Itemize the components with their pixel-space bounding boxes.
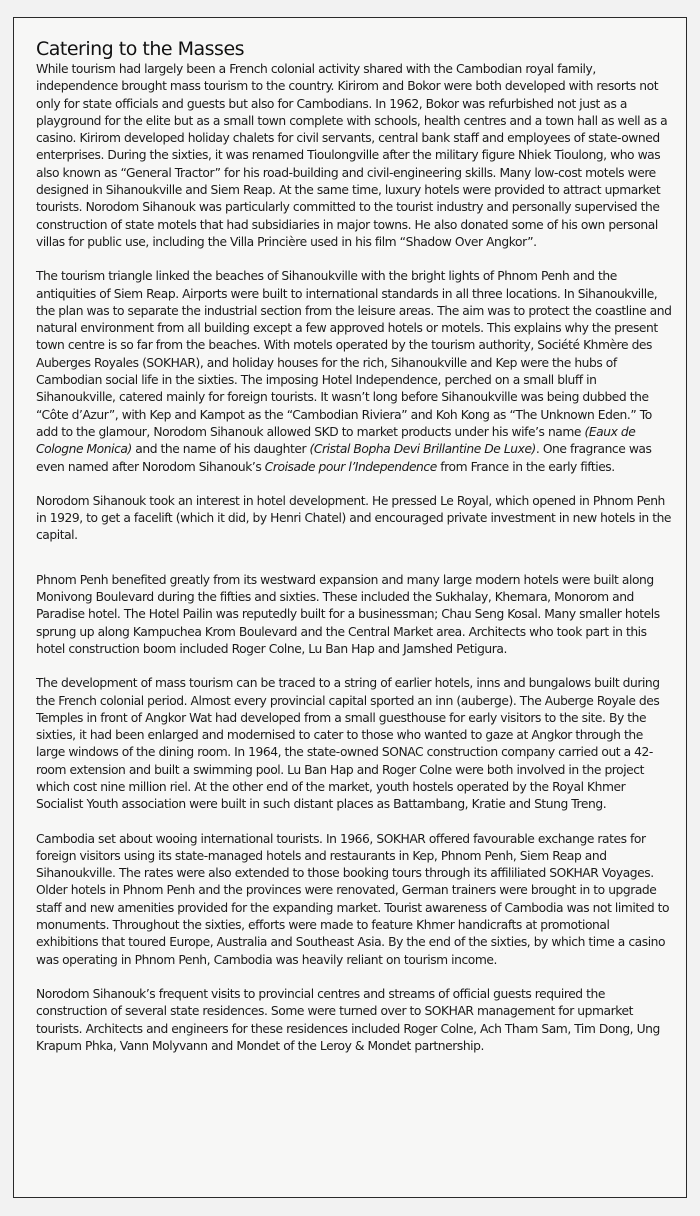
article [36, 38, 672, 1072]
page-frame [13, 17, 687, 1198]
paragraph-2-italic-1: (Eaux de Cologne Monica) [36, 424, 636, 457]
paragraph-2-text-b: and the name of his daughter [131, 442, 310, 457]
paragraph-5: The development of mass tourism can be traced to a string of earlier hotels, inns and bungalows built during the French colonial period. Almost every provincial capital sported an inn (auberge). The Auberge Royale des Temples in front of Angkor Wat had developed from a small guesthouse for early visitors to the site. By the sixties, it had been enlarged and modernised to cater to those who wanted to gaze at Angkor through the large windows of the dining room. In 1964, the state-owned SONAC construction company carried out a 42-room extension and built a swimming pool. Lu Ban Hap and Roger Colne were both involved in the project which cost nine million riel. At the other end of the market, youth hostels operated by the Royal Khmer Socialist Youth association were built in such distant places as Battambang, Kratie and Stung Treng. [36, 676, 660, 812]
paragraph-4: Phnom Penh benefited greatly from its westward expansion and many large modern hotels were built along Monivong Boulevard during the fifties and sixties. These included the Sukhalay, Khemara, Monorom and Paradise hotel. The Hotel Pailin was reputedly built for a businessman; Chau Seng Kosal. Many smaller hotels sprung up along Kampuchea Krom Boulevard and the Central Market area. Architects who took part in this hotel construction boom included Roger Colne, Lu Ban Hap and Jamshed Petigura. [36, 572, 660, 656]
paragraph-3: Norodom Sihanouk took an interest in hotel development. He pressed Le Royal, which opened in Phnom Penh in 1929, to get a facelift (which it did, by Henri Chatel) and encouraged private investment in new hotels in the capital. [36, 493, 672, 543]
paragraph-7: Norodom Sihanouk’s frequent visits to provincial centres and streams of official guests required the construction of several state residences. Some were turned over to SOKHAR management for upmarket tourists. Architects and engineers for these residences included Roger Colne, Ach Tham Sam, Tim Dong, Ung Krapum Phka, Vann Molyvann and Mondet of the Leroy & Mondet partnership. [36, 986, 660, 1053]
paragraph-1: While tourism had largely been a French colonial activity shared with the Cambodian royal family, independence brought mass tourism to the country. Kirirom and Bokor were both developed with resorts not only for state officials and guests but also for Cambodians. In 1962, Bokor was refurbished not just as a playground for the elite but as a small town complete with schools, health centres and a town hall as well as a casino. Kirirom developed holiday chalets for civil servants, central bank staff and employees of state-owned enterprises. During the sixties, it was renamed Tioulongville after the military figure Nhiek Tioulong, who was also known as “General Tractor” for his road-building and civil-engineering skills. Many low-cost motels were designed in Sihanoukville and Siem Reap. At the same time, luxury hotels were provided to attract upmarket tourists. Norodom Sihanouk was particularly committed to the tourist industry and personally supervised the construction of state motels that had subsidiaries in major towns. He also donated some of his own personal villas for public use, including the Villa Princière used in his film “Shadow Over Angkor”. [36, 62, 668, 249]
paragraph-6: Cambodia set about wooing international tourists. In 1966, SOKHAR offered favourable exchange rates for foreign visitors using its state-managed hotels and restaurants in Kep, Phnom Penh, Siem Reap and Sihanoukville. The rates were also extended to those booking tours through its affililiated SOKHAR Voyages. Older hotels in Phnom Penh and the provinces were renovated, German trainers were brought in to upgrade staff and new amenities provided for the expanding market. Tourist awareness of Cambodia was not limited to monuments. Throughout the sixties, efforts were made to feature Khmer handicrafts at promotional exhibitions that toured Europe, Australia and Southeast Asia. By the end of the sixties, by which time a casino was operating in Phnom Penh, Cambodia was heavily reliant on tourism income. [36, 831, 670, 967]
article-title: Catering to the Masses [36, 38, 245, 60]
paragraph-2-text-a: The tourism triangle linked the beaches of Sihanoukville with the bright lights of Phnom Penh and the antiquities of Siem Reap. Airports were built to international standards in all three locations. In Sihanoukville, the plan was to separate the industrial section from the leisure areas. The aim was to protect the coastline and natural environment from all building except a few approved hotels or motels. This explains why the present town centre is so far from the beaches. With motels operated by the tourism authority, Société Khmère des Auberges Royales (SOKHAR), and holiday houses for the rich, Sihanoukville and Kep were the hubs of Cambodian social life in the sixties. The imposing Hotel Independence, perched on a small bluff in Sihanoukville, catered mainly for foreign tourists. It wasn’t long before Sihanoukville was being dubbed the “Côte d’Azur”, with Kep and Kampot as the “Cambodian Riviera” and Koh Kong as “The Unknown Eden.” To add to the glamour, Norodom Sihanouk allowed SKD to market products under his wife’s name [36, 269, 672, 439]
paragraph-2 [36, 268, 672, 476]
paragraph-2-text-c: . One fragrance was even named after Norodom Sihanouk’s [36, 442, 652, 474]
paragraph-2-italic-3: Croisade pour l’Independence [264, 459, 437, 474]
paragraph-2-italic-2: (Cristal Bopha Devi Brillantine De Luxe) [309, 442, 536, 457]
paragraph-2-text-d: from France in the early fifties. [436, 459, 615, 474]
